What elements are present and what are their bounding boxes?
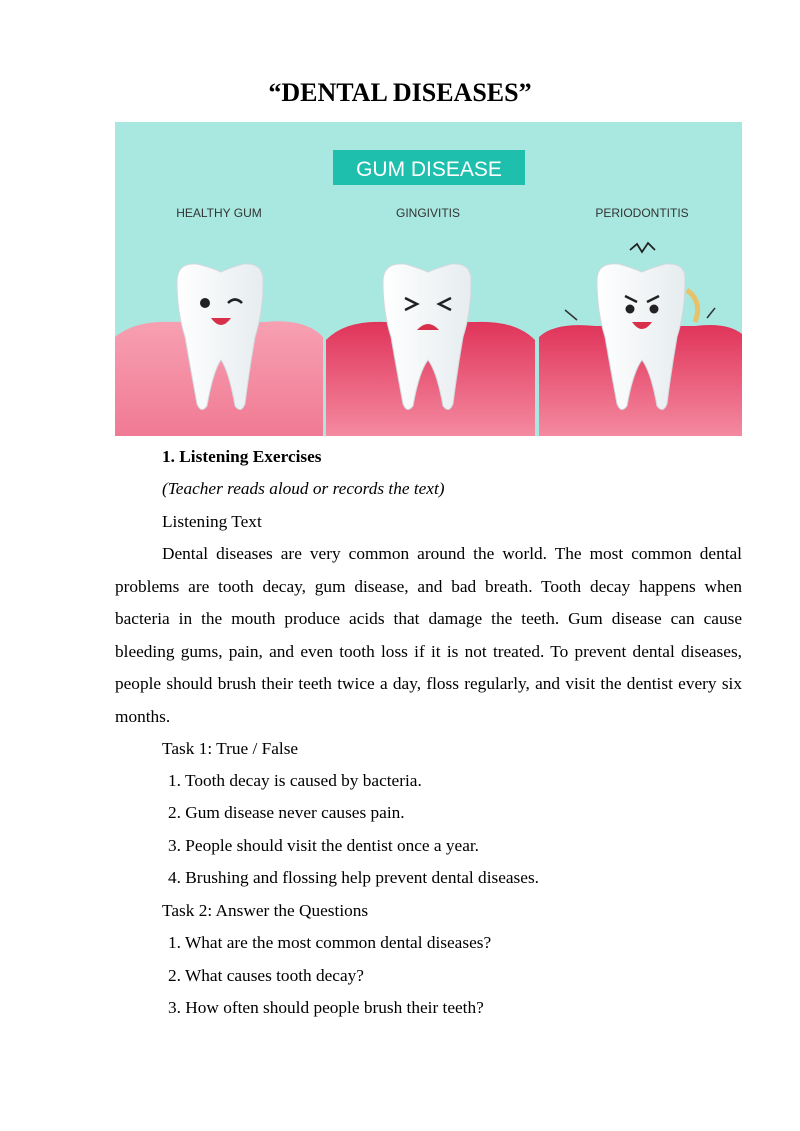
listening-paragraph: Dental diseases are very common around the world. The most common dental problems are tooth decay, gum disease, and bad breath. Tooth decay happens when bacteria in the mouth produce acids that damage the teeth. Gum disease can cause bleeding gums, pain, and even tooth loss if it is not treated. To prevent dental diseases, people should brush their teeth twice a day, floss regularly, and visit the dentist every six months. <box>115 544 742 726</box>
task1-item: 1. Tooth decay is caused by bacteria. <box>168 771 422 790</box>
listening-text-label: Listening Text <box>162 512 262 531</box>
healthy-eye-left <box>200 298 210 308</box>
gum-disease-svg <box>115 122 742 436</box>
label-periodontitis: PERIODONTITIS <box>595 206 689 220</box>
periodontitis-eye-right <box>650 305 659 314</box>
task2-title: Task 2: Answer the Questions <box>162 901 369 920</box>
task1-item: 4. Brushing and flossing help prevent dental diseases. <box>168 868 539 887</box>
task1-item: 2. Gum disease never causes pain. <box>168 803 405 822</box>
section-instruction: (Teacher reads aloud or records the text) <box>162 479 445 498</box>
periodontitis-eye-left <box>626 305 635 314</box>
task2-item: 1. What are the most common dental diseases? <box>168 933 492 952</box>
label-gingivitis: GINGIVITIS <box>395 206 461 220</box>
task2-item: 2. What causes tooth decay? <box>168 966 364 985</box>
section-heading: 1. Listening Exercises <box>162 447 322 466</box>
gum-disease-illustration <box>115 122 742 436</box>
document-title: “DENTAL DISEASES” <box>268 78 532 107</box>
label-healthy-gum: HEALTHY GUM <box>176 206 262 220</box>
banner-text: GUM DISEASE <box>356 158 502 181</box>
task2-item: 3. How often should people brush their teeth? <box>168 998 484 1017</box>
task1-title: Task 1: True / False <box>162 739 299 758</box>
task1-item: 3. People should visit the dentist once a year. <box>168 836 480 855</box>
